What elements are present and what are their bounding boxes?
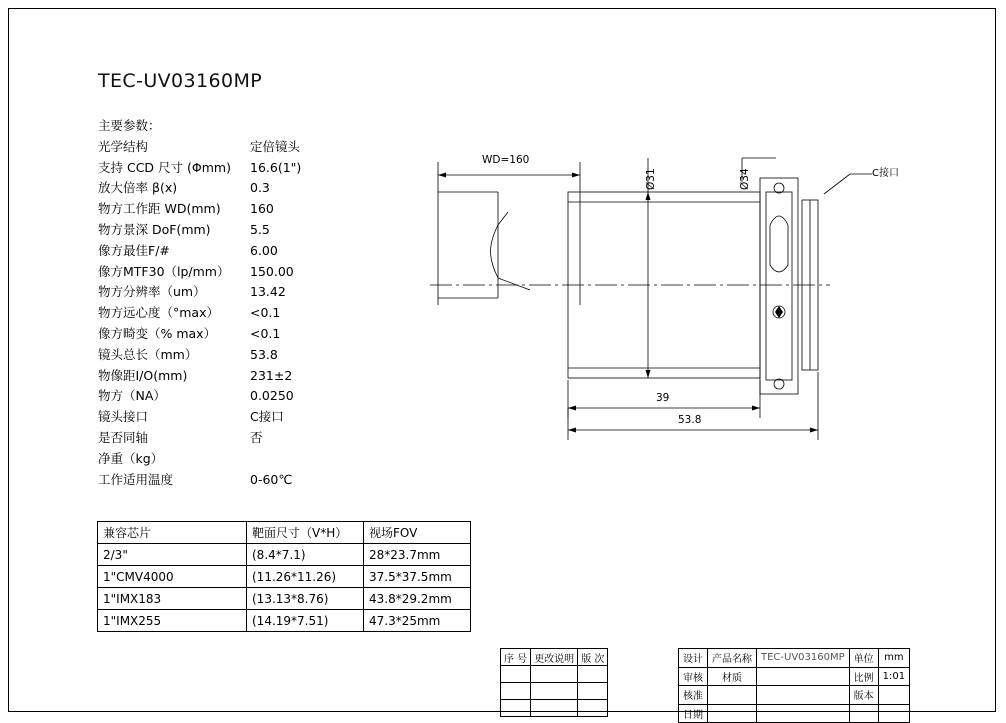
revision-cell: [531, 683, 578, 700]
revision-cell: [578, 666, 608, 683]
table-cell: 1"IMX255: [98, 610, 247, 632]
table-header-row: [98, 522, 471, 544]
spec-value: 0.0250: [250, 388, 294, 404]
info-row: [679, 649, 910, 668]
info-mid-label: [708, 704, 757, 723]
revision-col-ver: 版 次: [578, 649, 608, 666]
spec-value: 231±2: [250, 367, 293, 383]
spec-row: [98, 199, 301, 220]
spec-row: [98, 241, 301, 262]
table-row: [98, 566, 471, 588]
table-cell: 2/3": [98, 544, 247, 566]
spec-row: [98, 470, 301, 491]
table-cell: (11.26*11.26): [247, 566, 364, 588]
table-row: [98, 610, 471, 632]
spec-key: 像方最佳F/#: [98, 242, 170, 258]
dimension-dia31: Ø31: [645, 168, 657, 190]
info-label: 日期: [679, 704, 708, 723]
info-row: [679, 686, 910, 705]
spec-value: C接口: [250, 409, 284, 425]
table-cell: 47.3*25mm: [364, 610, 471, 632]
spec-heading: 主要参数：: [98, 118, 161, 133]
revision-cell: [578, 700, 608, 717]
info-label: 核准: [679, 686, 708, 705]
spec-key: 物方工作距 WD(mm): [98, 201, 221, 217]
spec-row: [98, 262, 301, 283]
revision-table: [500, 648, 608, 717]
info-unit-label: 比例: [849, 667, 878, 686]
table-row: [98, 544, 471, 566]
info-unit-value: [878, 686, 909, 705]
info-unit-value: 1:01: [878, 667, 909, 686]
spec-key: 工作适用温度: [98, 471, 174, 487]
spec-key: 物方分辨率（um）: [98, 284, 206, 300]
revision-cell: [501, 700, 531, 717]
spec-value: 150.00: [250, 263, 294, 279]
spec-row: [98, 345, 301, 366]
revision-cell: [578, 683, 608, 700]
spec-key: 镜头总长（mm）: [98, 346, 198, 362]
spec-row: [98, 449, 301, 470]
revision-row: [501, 683, 608, 700]
spec-value: <0.1: [250, 325, 281, 341]
spec-row: [98, 324, 301, 345]
spec-value: 6.00: [250, 242, 278, 258]
dimension-wd: WD=160: [482, 154, 530, 166]
column-header: 兼容芯片: [98, 522, 247, 544]
column-header: 靶面尺寸（V*H）: [247, 522, 364, 544]
info-value: [757, 667, 850, 686]
spec-row: [98, 178, 301, 199]
column-header: 视场FOV: [364, 522, 471, 544]
spec-value: 53.8: [250, 346, 278, 362]
spec-value: 0.3: [250, 180, 270, 196]
info-value: [757, 704, 850, 723]
drawing-svg: [420, 130, 980, 460]
spec-key: 物方景深 DoF(mm): [98, 221, 211, 237]
spec-row: [98, 282, 301, 303]
revision-row: [501, 700, 608, 717]
revision-col-desc: 更改说明: [531, 649, 578, 666]
table-row: [98, 588, 471, 610]
revision-row: [501, 666, 608, 683]
info-table: [678, 648, 910, 723]
spec-value: 0-60℃: [250, 471, 293, 487]
info-unit-label: 版本: [849, 686, 878, 705]
spec-key: 物方（NA）: [98, 388, 166, 404]
table-cell: 43.8*29.2mm: [364, 588, 471, 610]
spec-key: 支持 CCD 尺寸 (Φmm): [98, 159, 231, 175]
info-value: [757, 686, 850, 705]
info-label: 审核: [679, 667, 708, 686]
spec-key: 放大倍率 β(x): [98, 180, 178, 196]
spec-value: 16.6(1"): [250, 159, 302, 175]
spec-row: [98, 386, 301, 407]
spec-key: 像方MTF30（lp/mm）: [98, 263, 230, 279]
revision-cell: [501, 666, 531, 683]
spec-key: 是否同轴: [98, 429, 149, 445]
info-unit-value: mm: [878, 649, 909, 668]
table-cell: (14.19*7.51): [247, 610, 364, 632]
mount-note: C接口: [872, 168, 899, 179]
info-mid-label: 产品名称: [708, 649, 757, 668]
spec-key: 像方畸变（% max）: [98, 325, 217, 341]
info-unit-label: 单位: [849, 649, 878, 668]
info-label: 设计: [679, 649, 708, 668]
info-row: [679, 704, 910, 723]
spec-row: [98, 428, 301, 449]
info-unit-label: [849, 704, 878, 723]
spec-key: 光学结构: [98, 138, 149, 154]
spec-key: 物像距I/O(mm): [98, 367, 188, 383]
spec-key: 镜头接口: [98, 409, 149, 425]
table-cell: 28*23.7mm: [364, 544, 471, 566]
revision-col-no: 序 号: [501, 649, 531, 666]
spec-row: [98, 220, 301, 241]
table-cell: 1"IMX183: [98, 588, 247, 610]
spec-value: <0.1: [250, 305, 281, 321]
spec-list: [98, 116, 301, 490]
table-cell: (8.4*7.1): [247, 544, 364, 566]
info-mid-label: 材质: [708, 667, 757, 686]
lens-technical-drawing: [420, 130, 980, 460]
spec-key: 物方远心度（°max）: [98, 305, 219, 321]
revision-header-row: [501, 649, 608, 666]
spec-row: [98, 407, 301, 428]
info-mid-label: [708, 686, 757, 705]
spec-row: [98, 137, 301, 158]
table-cell: 1"CMV4000: [98, 566, 247, 588]
info-value: TEC-UV03160MP: [757, 649, 850, 668]
dimension-39: 39: [656, 392, 670, 404]
spec-row: [98, 158, 301, 179]
dimension-dia34: Ø34: [739, 168, 751, 190]
spec-value: 否: [250, 429, 263, 445]
revision-cell: [531, 666, 578, 683]
revision-cell: [501, 683, 531, 700]
dimension-53-8: 53.8: [678, 414, 702, 426]
spec-value: 160: [250, 201, 274, 217]
table-cell: (13.13*8.76): [247, 588, 364, 610]
spec-value: 定倍镜头: [250, 138, 301, 154]
table-cell: 37.5*37.5mm: [364, 566, 471, 588]
spec-value: 13.42: [250, 284, 286, 300]
compatibility-table: [97, 521, 471, 632]
spec-value: 5.5: [250, 221, 270, 237]
info-row: [679, 667, 910, 686]
spec-row: [98, 366, 301, 387]
spec-row: [98, 303, 301, 324]
spec-key: 净重（kg）: [98, 450, 164, 466]
page-title: TEC-UV03160MP: [98, 70, 263, 92]
info-unit-value: [878, 704, 909, 723]
revision-cell: [531, 700, 578, 717]
